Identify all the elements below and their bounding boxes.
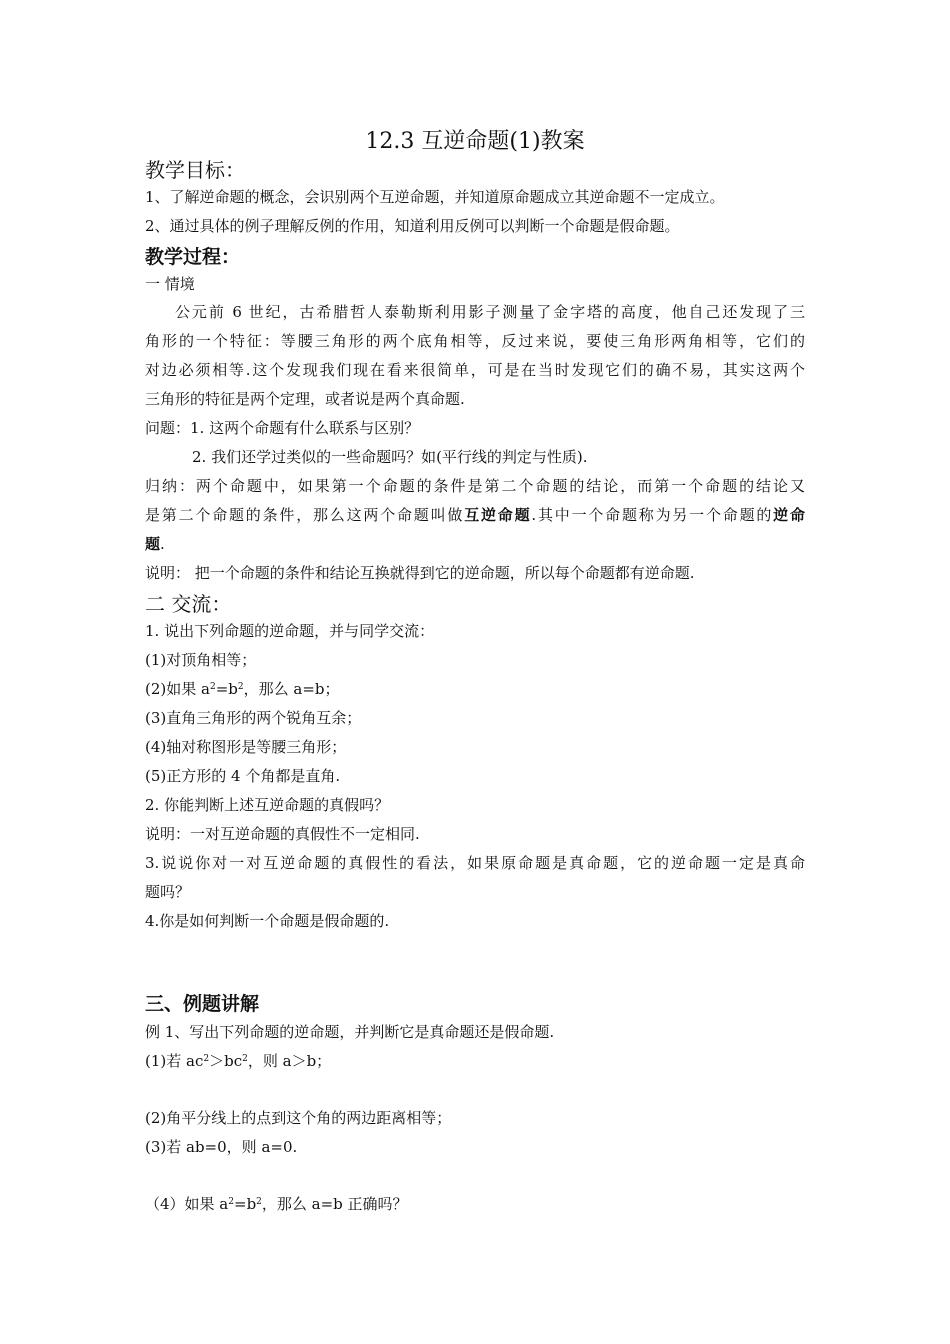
proposition-line: (3)直角三角形的两个锐角互余；: [145, 709, 362, 727]
summary-line: 题.: [145, 535, 165, 553]
example-item: (2)角平分线上的点到这个角的两边距离相等；: [145, 1109, 452, 1127]
goal-item: 1、了解逆命题的概念，会识别两个互逆命题，并知道原命题成立其逆命题不一定成立。: [145, 188, 725, 206]
proposition-line: (1)对顶角相等；: [145, 651, 257, 669]
question-line: 1. 说出下列命题的逆命题，并与同学交流：: [145, 622, 435, 640]
goals-heading: 教学目标：: [145, 158, 245, 182]
question-line: 2. 我们还学过类似的一些命题吗？如(平行线的判定与性质).: [192, 448, 588, 466]
example-intro: 例 1、写出下列命题的逆命题，并判断它是真命题还是假命题.: [145, 1023, 555, 1041]
note-line: 说明： 把一个命题的条件和结论互换就得到它的逆命题，所以每个命题都有逆命题.: [145, 564, 695, 582]
section-heading: 二 交流：: [145, 592, 232, 616]
paragraph-line: 角形的一个特征：等腰三角形的两个底角相等，反过来说，要使三角形两角相等，它们的: [145, 332, 805, 350]
proposition-line: (4)轴对称图形是等腰三角形；: [145, 738, 347, 756]
example-item: (3)若 ab=0，则 a=0.: [145, 1138, 298, 1156]
page-title: 12.3 互逆命题(1)教案: [365, 129, 585, 154]
question-line: 2. 你能判断上述互逆命题的真假吗？: [145, 796, 390, 814]
question-line: 题吗？: [145, 883, 191, 901]
process-heading: 教学过程：: [145, 246, 241, 268]
paragraph-line: 三角形的特征是两个定理，或者说是两个真命题.: [145, 390, 465, 408]
paragraph-line: 对边必须相等.这个发现我们现在看来很简单，可是在当时发现它们的确不易，其实这两个: [145, 361, 805, 379]
question-line: 3.说说你对一对互逆命题的真假性的看法，如果原命题是真命题，它的逆命题一定是真命: [145, 854, 805, 872]
note-line: 说明：一对互逆命题的真假性不一定相同.: [145, 825, 420, 843]
section-heading: 一 情境: [145, 275, 195, 293]
section-heading: 三、例题讲解: [145, 993, 260, 1015]
summary-line: 是第二个命题的条件，那么这两个命题叫做互逆命题.其中一个命题称为另一个命题的逆命: [145, 506, 805, 524]
example-item: (1)若 $ac^2>bc^2$，则 a＞b；: [145, 1052, 332, 1070]
term-mutual-converse: 互逆命题: [464, 506, 532, 524]
summary-line: 归纳：两个命题中，如果第一个命题的条件是第二个命题的结论，而第一个命题的结论又: [145, 477, 805, 495]
question-line: 4.你是如何判断一个命题是假命题的.: [145, 912, 390, 930]
goal-item: 2、通过具体的例子理解反例的作用，知道利用反例可以判断一个命题是假命题。: [145, 217, 680, 235]
paragraph-line: 公元前 6 世纪，古希腊哲人泰勒斯利用影子测量了金字塔的高度，他自己还发现了三: [175, 303, 805, 321]
example-item: （4）如果 $a^2=b^2$，那么 a=b 正确吗？: [145, 1195, 408, 1213]
proposition-line: (2)如果 $a^2=b^2$，那么 a=b；: [145, 680, 340, 698]
proposition-line: (5)正方形的 4 个角都是直角.: [145, 767, 341, 785]
question-line: 问题：1. 这两个命题有什么联系与区别？: [145, 419, 420, 437]
